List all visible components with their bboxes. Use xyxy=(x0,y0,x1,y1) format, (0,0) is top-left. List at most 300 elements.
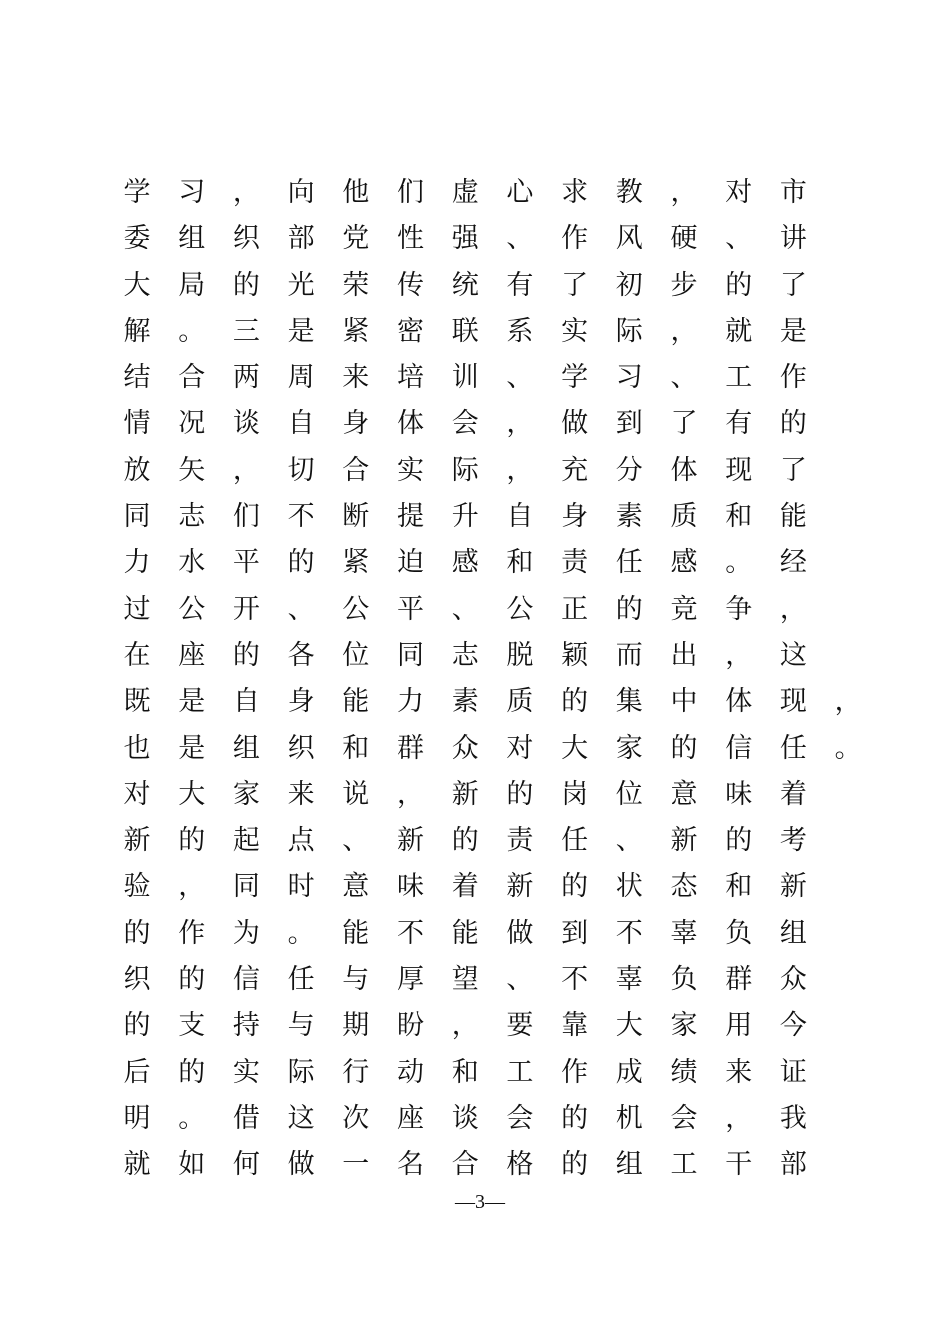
text-char: 分 xyxy=(615,454,643,486)
text-char: 是 xyxy=(178,732,206,764)
text-char: 断 xyxy=(342,501,370,533)
text-char: 会 xyxy=(451,408,479,440)
text-char: 是 xyxy=(779,315,807,347)
text-char: 责 xyxy=(561,547,589,579)
text-char: 织 xyxy=(123,964,151,996)
text-char: 局 xyxy=(178,269,206,301)
text-char: 不 xyxy=(615,917,643,949)
text-char: 家 xyxy=(615,732,643,764)
text-char: ， xyxy=(506,454,534,486)
text-char: 点 xyxy=(287,825,315,857)
text-char: 来 xyxy=(725,1056,753,1088)
text-char: 任 xyxy=(779,732,807,764)
text-line xyxy=(110,818,890,864)
text-char: 有 xyxy=(506,269,534,301)
text-char: 的 xyxy=(178,825,206,857)
text-char: 实 xyxy=(397,454,424,486)
text-char: ， xyxy=(178,871,206,903)
text-char: 大 xyxy=(178,778,206,810)
text-char: 和 xyxy=(506,547,534,579)
text-char: ， xyxy=(232,454,260,486)
text-char: 部 xyxy=(287,223,315,255)
text-char: 解 xyxy=(123,315,151,347)
text-char: 况 xyxy=(178,408,206,440)
text-char: 平 xyxy=(232,547,260,579)
text-char: 组 xyxy=(178,223,206,255)
text-char: 负 xyxy=(725,917,753,949)
text-char: 能 xyxy=(779,501,807,533)
text-char: 提 xyxy=(397,501,424,533)
text-char: 他 xyxy=(342,177,370,208)
text-char: 新 xyxy=(779,871,807,903)
text-char: 切 xyxy=(287,454,315,486)
text-char: 和 xyxy=(725,501,753,533)
text-char: 党 xyxy=(342,223,370,255)
text-char: 力 xyxy=(123,547,151,579)
text-char: 我 xyxy=(779,1102,807,1134)
text-char: 脱 xyxy=(506,639,534,671)
text-char: 和 xyxy=(725,871,753,903)
text-char: 能 xyxy=(451,917,479,949)
text-line xyxy=(110,679,890,725)
text-char: 合 xyxy=(451,1149,479,1181)
text-char: 到 xyxy=(561,917,589,949)
text-char: ， xyxy=(397,778,424,810)
text-char: 做 xyxy=(287,1149,315,1181)
text-char: 有 xyxy=(725,408,753,440)
text-char: 一 xyxy=(342,1149,370,1181)
text-char: 态 xyxy=(670,871,698,903)
text-char: 集 xyxy=(615,686,643,718)
text-char: 质 xyxy=(506,686,534,718)
text-char: 何 xyxy=(232,1149,260,1181)
text-char: 。 xyxy=(725,547,753,579)
text-char: 的 xyxy=(561,871,589,903)
text-char: 升 xyxy=(451,501,479,533)
text-char: 工 xyxy=(670,1149,698,1181)
text-char: 。 xyxy=(287,917,315,949)
text-char: 也 xyxy=(123,732,151,764)
text-char: 新 xyxy=(451,778,479,810)
text-char: 学 xyxy=(123,177,151,208)
text-char: 出 xyxy=(670,639,698,671)
text-char: 状 xyxy=(615,871,643,903)
text-char: 的 xyxy=(725,269,753,301)
text-line xyxy=(110,1003,890,1049)
text-char: 的 xyxy=(178,964,206,996)
text-char: 而 xyxy=(615,639,643,671)
text-char: 体 xyxy=(725,686,753,718)
text-line xyxy=(110,1096,890,1142)
text-char: 风 xyxy=(615,223,643,255)
text-char: 明 xyxy=(123,1102,151,1134)
text-char: 会 xyxy=(670,1102,698,1134)
text-char: 对 xyxy=(123,778,151,810)
text-char: 和 xyxy=(451,1056,479,1088)
text-char: 组 xyxy=(779,917,807,949)
text-line xyxy=(110,864,890,910)
text-char: 。 xyxy=(178,1102,206,1134)
text-char: 步 xyxy=(670,269,698,301)
text-char: 对 xyxy=(725,177,753,208)
text-line xyxy=(110,401,890,447)
text-char: 同 xyxy=(123,501,151,533)
text-char: 在 xyxy=(123,639,151,671)
text-char: 大 xyxy=(123,269,151,301)
text-char: 荣 xyxy=(342,269,370,301)
text-char: 来 xyxy=(287,778,315,810)
text-char: 座 xyxy=(397,1102,424,1134)
text-char: 合 xyxy=(342,454,370,486)
text-char: 公 xyxy=(178,593,206,625)
text-char: 自 xyxy=(287,408,315,440)
text-char: 靠 xyxy=(561,1010,589,1042)
text-char: 与 xyxy=(342,964,370,996)
text-char: 、 xyxy=(342,825,370,857)
text-line xyxy=(110,540,890,586)
text-line xyxy=(110,772,890,818)
text-char: 支 xyxy=(178,1010,206,1042)
text-line xyxy=(110,170,890,216)
text-line xyxy=(110,911,890,957)
text-char: 信 xyxy=(232,964,260,996)
text-char: 这 xyxy=(287,1102,315,1134)
text-char: 。 xyxy=(834,732,862,764)
text-char: 系 xyxy=(506,315,534,347)
text-char: 众 xyxy=(779,964,807,996)
text-line xyxy=(110,494,890,540)
text-char: 身 xyxy=(287,686,315,718)
text-char: 培 xyxy=(397,362,424,394)
text-char: 动 xyxy=(397,1056,424,1088)
text-char: 的 xyxy=(451,825,479,857)
text-char: 经 xyxy=(779,547,807,579)
text-char: 、 xyxy=(451,593,479,625)
text-char: 际 xyxy=(451,454,479,486)
text-char: 群 xyxy=(397,732,424,764)
text-char: 谈 xyxy=(232,408,260,440)
text-char: 现 xyxy=(779,686,807,718)
text-char: 就 xyxy=(123,1149,151,1181)
text-char: 绩 xyxy=(670,1056,698,1088)
text-char: 情 xyxy=(123,408,151,440)
text-char: 体 xyxy=(670,454,698,486)
text-char: 大 xyxy=(615,1010,643,1042)
text-char: 用 xyxy=(725,1010,753,1042)
text-char: 们 xyxy=(397,177,424,208)
text-char: 群 xyxy=(725,964,753,996)
text-char: 了 xyxy=(561,269,589,301)
text-char: 结 xyxy=(123,362,151,394)
text-char: 自 xyxy=(232,686,260,718)
text-char: 充 xyxy=(561,454,589,486)
text-char: 联 xyxy=(451,315,479,347)
text-char: 虚 xyxy=(451,177,479,208)
text-char: 时 xyxy=(287,871,315,903)
text-char: ， xyxy=(670,177,698,208)
text-char: ， xyxy=(834,686,862,718)
text-char: 公 xyxy=(506,593,534,625)
text-char: 的 xyxy=(123,1010,151,1042)
text-char: 学 xyxy=(561,362,589,394)
text-char: 来 xyxy=(342,362,370,394)
text-char: 名 xyxy=(397,1149,424,1181)
text-char: 了 xyxy=(779,454,807,486)
text-char: 同 xyxy=(232,871,260,903)
text-line xyxy=(110,309,890,355)
text-char: 谈 xyxy=(451,1102,479,1134)
text-char: 辜 xyxy=(615,964,643,996)
text-char: 的 xyxy=(287,547,315,579)
text-char: 就 xyxy=(725,315,753,347)
text-char: 迫 xyxy=(397,547,424,579)
text-char: 际 xyxy=(615,315,643,347)
text-char: 织 xyxy=(232,223,260,255)
text-char: 向 xyxy=(287,177,315,208)
text-char: 和 xyxy=(342,732,370,764)
text-char: 能 xyxy=(342,686,370,718)
body-text xyxy=(110,170,890,1189)
text-char: 起 xyxy=(232,825,260,857)
text-char: 实 xyxy=(561,315,589,347)
text-char: 会 xyxy=(506,1102,534,1134)
text-char: ， xyxy=(506,408,534,440)
text-char: 素 xyxy=(451,686,479,718)
text-char: 证 xyxy=(779,1056,807,1088)
text-char: 众 xyxy=(451,732,479,764)
text-char: 成 xyxy=(615,1056,643,1088)
text-char: 统 xyxy=(451,269,479,301)
text-char: 织 xyxy=(287,732,315,764)
text-char: 与 xyxy=(287,1010,315,1042)
text-char: 厚 xyxy=(397,964,424,996)
text-char: ， xyxy=(725,1102,753,1134)
text-char: 习 xyxy=(615,362,643,394)
text-char: 任 xyxy=(287,964,315,996)
text-char: 家 xyxy=(670,1010,698,1042)
text-char: 身 xyxy=(342,408,370,440)
text-char: 的 xyxy=(561,686,589,718)
text-char: 盼 xyxy=(397,1010,424,1042)
text-char: 硬 xyxy=(670,223,698,255)
text-char: 不 xyxy=(397,917,424,949)
text-char: 的 xyxy=(779,408,807,440)
text-char: 紧 xyxy=(342,315,370,347)
text-char: 身 xyxy=(561,501,589,533)
text-char: 争 xyxy=(725,593,753,625)
text-line xyxy=(110,216,890,262)
text-char: 辜 xyxy=(670,917,698,949)
text-char: 部 xyxy=(779,1149,807,1181)
text-char: 正 xyxy=(561,593,589,625)
text-char: 的 xyxy=(123,917,151,949)
text-char: 的 xyxy=(232,269,260,301)
text-char: 质 xyxy=(670,501,698,533)
text-line xyxy=(110,263,890,309)
text-char: 的 xyxy=(232,639,260,671)
text-char: 了 xyxy=(670,408,698,440)
text-char: 的 xyxy=(561,1149,589,1181)
text-char: 、 xyxy=(506,223,534,255)
text-char: 各 xyxy=(287,639,315,671)
text-char: 组 xyxy=(232,732,260,764)
text-char: 说 xyxy=(342,778,370,810)
text-char: 望 xyxy=(451,964,479,996)
text-char: 公 xyxy=(342,593,370,625)
text-char: ， xyxy=(725,639,753,671)
text-char: 借 xyxy=(232,1102,260,1134)
text-char: 密 xyxy=(397,315,424,347)
text-char: 、 xyxy=(725,223,753,255)
text-char: 过 xyxy=(123,593,151,625)
text-char: 习 xyxy=(178,177,206,208)
text-char: 着 xyxy=(451,871,479,903)
text-char: 。 xyxy=(178,315,206,347)
text-char: 任 xyxy=(615,547,643,579)
text-char: 性 xyxy=(397,223,424,255)
text-line xyxy=(110,448,890,494)
text-char: 实 xyxy=(232,1056,260,1088)
text-char: 了 xyxy=(779,269,807,301)
text-char: 大 xyxy=(561,732,589,764)
text-char: 、 xyxy=(615,825,643,857)
text-char: 要 xyxy=(506,1010,534,1042)
text-char: 的 xyxy=(561,1102,589,1134)
text-char: 到 xyxy=(615,408,643,440)
text-char: 持 xyxy=(232,1010,260,1042)
text-char: 干 xyxy=(725,1149,753,1181)
text-char: 初 xyxy=(615,269,643,301)
text-char: 责 xyxy=(506,825,534,857)
text-char: 的 xyxy=(670,732,698,764)
text-char: 验 xyxy=(123,871,151,903)
text-char: 座 xyxy=(178,639,206,671)
text-char: 次 xyxy=(342,1102,370,1134)
text-char: 今 xyxy=(779,1010,807,1042)
text-char: 竞 xyxy=(670,593,698,625)
text-char: 位 xyxy=(615,778,643,810)
text-line xyxy=(110,1050,890,1096)
text-char: 矢 xyxy=(178,454,206,486)
text-char: 、 xyxy=(506,362,534,394)
text-char: 紧 xyxy=(342,547,370,579)
text-char: ， xyxy=(670,315,698,347)
text-char: 组 xyxy=(615,1149,643,1181)
text-char: 素 xyxy=(615,501,643,533)
text-char: 岗 xyxy=(561,778,589,810)
text-char: 家 xyxy=(232,778,260,810)
text-line xyxy=(110,587,890,633)
page-number: —3— xyxy=(455,1191,505,1213)
text-char: 教 xyxy=(615,177,643,208)
text-char: 的 xyxy=(615,593,643,625)
text-char: 不 xyxy=(287,501,315,533)
text-char: 作 xyxy=(178,917,206,949)
text-char: 味 xyxy=(397,871,424,903)
text-char: 志 xyxy=(451,639,479,671)
text-char: 既 xyxy=(123,686,151,718)
text-char: 委 xyxy=(123,223,151,255)
text-char: 意 xyxy=(670,778,698,810)
text-char: 新 xyxy=(670,825,698,857)
text-char: 着 xyxy=(779,778,807,810)
text-char: 合 xyxy=(178,362,206,394)
text-char: 是 xyxy=(178,686,206,718)
text-char: 考 xyxy=(779,825,807,857)
text-char: 志 xyxy=(178,501,206,533)
text-char: 机 xyxy=(615,1102,643,1134)
text-char: 体 xyxy=(397,408,424,440)
text-char: 对 xyxy=(506,732,534,764)
text-char: 中 xyxy=(670,686,698,718)
text-char: 、 xyxy=(506,964,534,996)
text-line xyxy=(110,726,890,772)
text-char: 作 xyxy=(779,362,807,394)
text-char: 意 xyxy=(342,871,370,903)
text-char: 同 xyxy=(397,639,424,671)
text-char: 心 xyxy=(506,177,534,208)
text-char: 际 xyxy=(287,1056,315,1088)
text-char: 、 xyxy=(287,593,315,625)
text-char: 不 xyxy=(561,964,589,996)
text-char: 两 xyxy=(232,362,260,394)
text-char: 信 xyxy=(725,732,753,764)
text-char: 们 xyxy=(232,501,260,533)
text-char: 的 xyxy=(506,778,534,810)
text-char: 做 xyxy=(561,408,589,440)
text-char: 市 xyxy=(779,177,807,208)
text-char: 现 xyxy=(725,454,753,486)
text-char: 后 xyxy=(123,1056,151,1088)
text-char: 新 xyxy=(123,825,151,857)
text-char: 工 xyxy=(506,1056,534,1088)
text-char: 能 xyxy=(342,917,370,949)
text-char: 求 xyxy=(561,177,589,208)
text-char: 负 xyxy=(670,964,698,996)
text-line xyxy=(110,1142,890,1188)
text-char: 新 xyxy=(397,825,424,857)
text-char: 新 xyxy=(506,871,534,903)
text-char: 训 xyxy=(451,362,479,394)
text-char: 做 xyxy=(506,917,534,949)
text-char: ， xyxy=(232,177,260,208)
text-char: 是 xyxy=(287,315,315,347)
text-char: 颖 xyxy=(561,639,589,671)
text-char: 期 xyxy=(342,1010,370,1042)
text-char: 的 xyxy=(178,1056,206,1088)
text-line xyxy=(110,633,890,679)
text-char: 味 xyxy=(725,778,753,810)
text-char: 放 xyxy=(123,454,151,486)
text-char: 自 xyxy=(506,501,534,533)
text-char: 光 xyxy=(287,269,315,301)
text-char: 工 xyxy=(725,362,753,394)
text-char: 作 xyxy=(561,1056,589,1088)
text-char: 力 xyxy=(397,686,424,718)
text-char: 的 xyxy=(725,825,753,857)
text-char: 三 xyxy=(232,315,260,347)
text-char: 开 xyxy=(232,593,260,625)
text-char: 如 xyxy=(178,1149,206,1181)
text-char: 行 xyxy=(342,1056,370,1088)
text-char: ， xyxy=(451,1010,479,1042)
text-line xyxy=(110,355,890,401)
text-char: 位 xyxy=(342,639,370,671)
text-char: 讲 xyxy=(779,223,807,255)
text-char: 任 xyxy=(561,825,589,857)
text-line xyxy=(110,957,890,1003)
text-char: 、 xyxy=(670,362,698,394)
